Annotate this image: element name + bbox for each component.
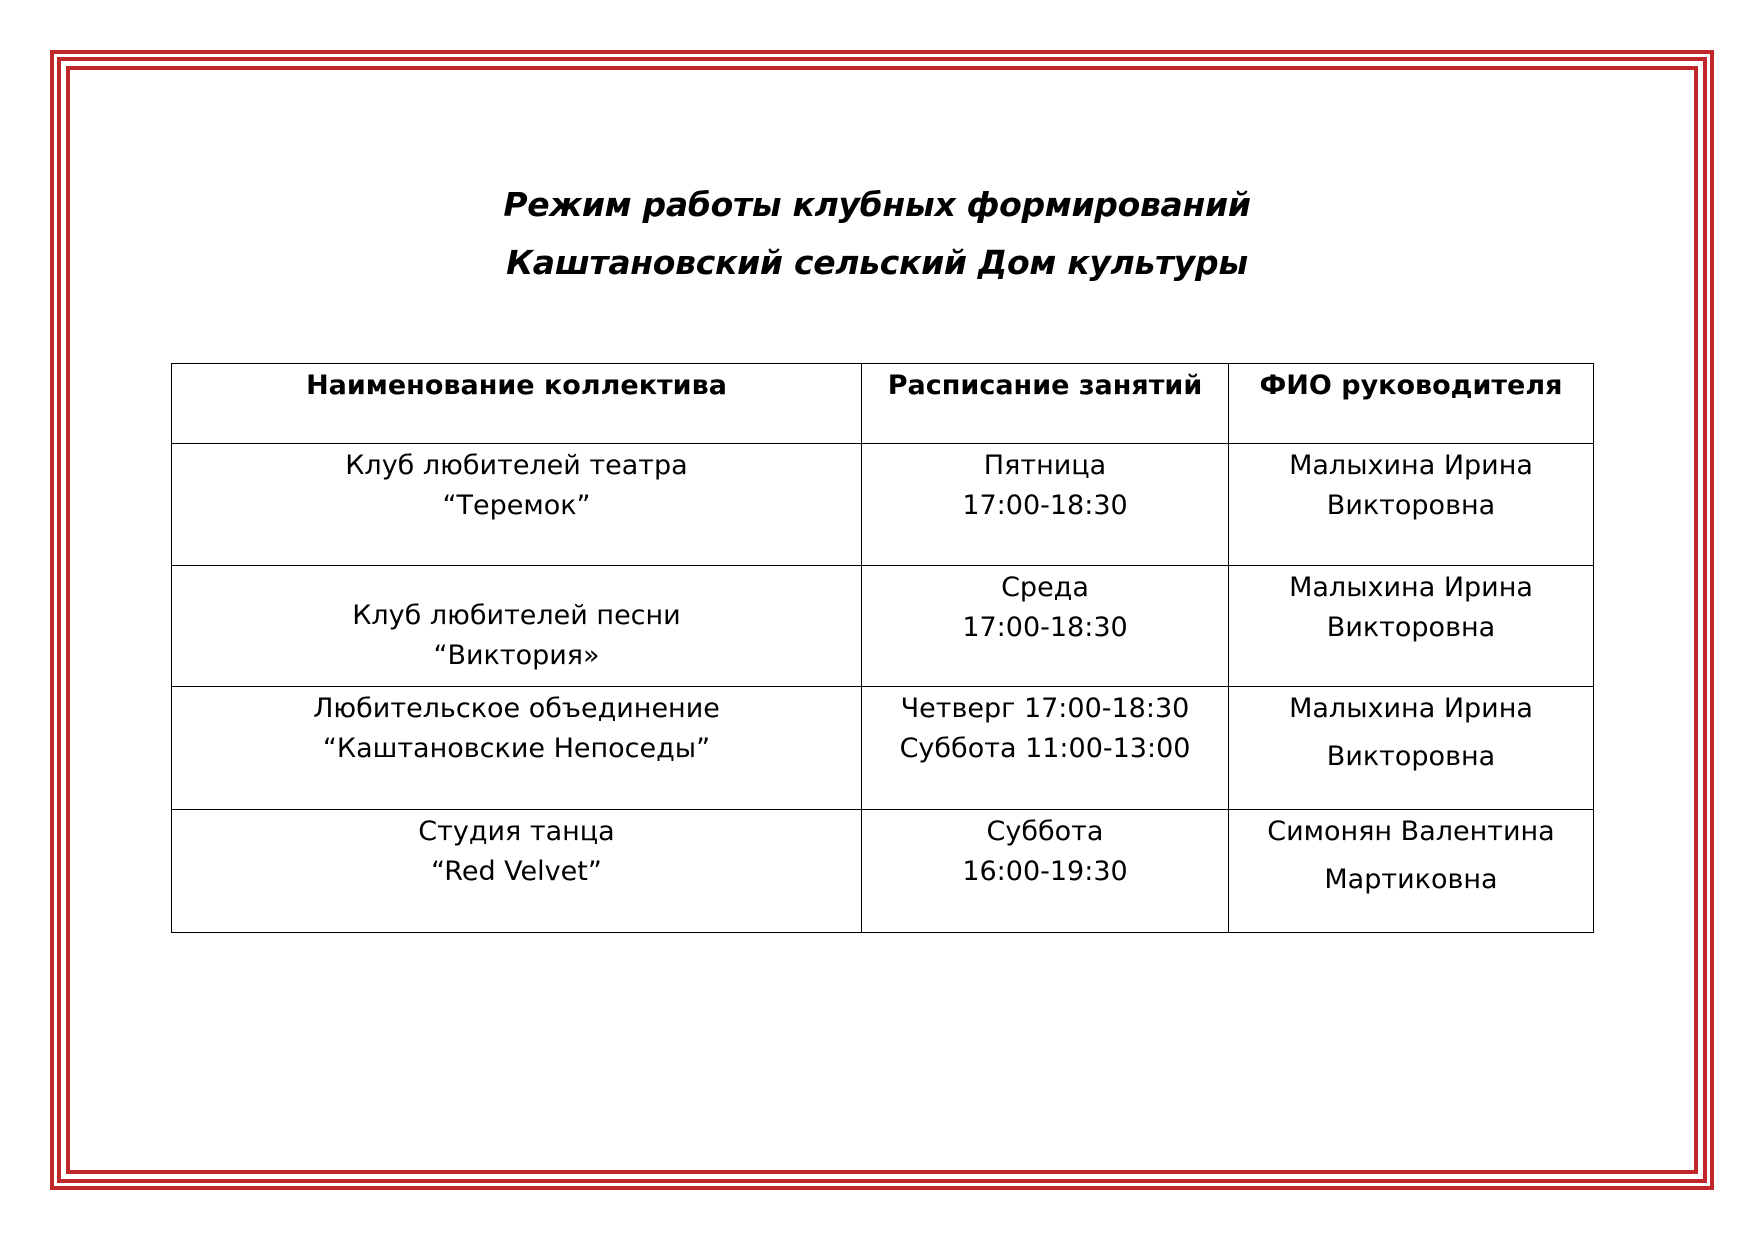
cell-leader — [1229, 810, 1594, 933]
schedule-line: Суббота 11:00-13:00 — [899, 733, 1191, 764]
header-schedule: Расписание занятий — [862, 364, 1229, 444]
collective-name-line: Клуб любителей песни — [352, 600, 681, 631]
document-title — [0, 176, 1754, 292]
leader-line: Викторовна — [1326, 612, 1496, 643]
leader-line: Викторовна — [1326, 741, 1496, 772]
cell-schedule — [862, 810, 1229, 933]
schedule-line: Суббота — [986, 816, 1104, 847]
cell-leader — [1229, 687, 1594, 810]
cell-collective-name — [172, 444, 862, 566]
schedule-line: Среда — [1001, 572, 1089, 603]
collective-name-line: “Теремок” — [442, 490, 591, 521]
cell-schedule — [862, 444, 1229, 566]
schedule-line: 16:00-19:30 — [962, 856, 1128, 887]
title-line-1: Режим работы клубных формирований — [503, 185, 1251, 224]
collective-name-line: Клуб любителей театра — [345, 450, 688, 481]
schedule-line: Пятница — [983, 450, 1107, 481]
leader-line: Симонян Валентина — [1267, 816, 1555, 847]
table-row — [172, 444, 1594, 566]
schedule-line: 17:00-18:30 — [962, 612, 1128, 643]
collective-name-line: “Red Velvet” — [431, 856, 602, 887]
cell-schedule — [862, 566, 1229, 687]
leader-line: Викторовна — [1326, 490, 1496, 521]
schedule-table — [171, 363, 1594, 933]
collective-name-line: Студия танца — [418, 816, 615, 847]
schedule-line: 17:00-18:30 — [962, 490, 1128, 521]
title-line-2: Каштановский сельский Дом культуры — [506, 243, 1248, 282]
cell-collective-name — [172, 566, 862, 687]
collective-name-line: “Каштановские Непоседы” — [322, 733, 711, 764]
leader-line: Малыхина Ирина — [1289, 572, 1533, 603]
cell-leader — [1229, 444, 1594, 566]
table-row — [172, 566, 1594, 687]
table-header-row — [172, 364, 1594, 444]
leader-line: Мартиковна — [1324, 864, 1498, 895]
header-leader: ФИО руководителя — [1229, 364, 1594, 444]
cell-schedule — [862, 687, 1229, 810]
leader-line: Малыхина Ирина — [1289, 450, 1533, 481]
table-row — [172, 810, 1594, 933]
schedule-line: Четверг 17:00-18:30 — [900, 693, 1190, 724]
cell-collective-name — [172, 810, 862, 933]
table-row — [172, 687, 1594, 810]
collective-name-line: Любительское объединение — [313, 693, 720, 724]
cell-collective-name — [172, 687, 862, 810]
leader-line: Малыхина Ирина — [1289, 693, 1533, 724]
cell-leader — [1229, 566, 1594, 687]
header-name: Наименование коллектива — [172, 364, 862, 444]
collective-name-line: “Виктория» — [433, 640, 600, 671]
